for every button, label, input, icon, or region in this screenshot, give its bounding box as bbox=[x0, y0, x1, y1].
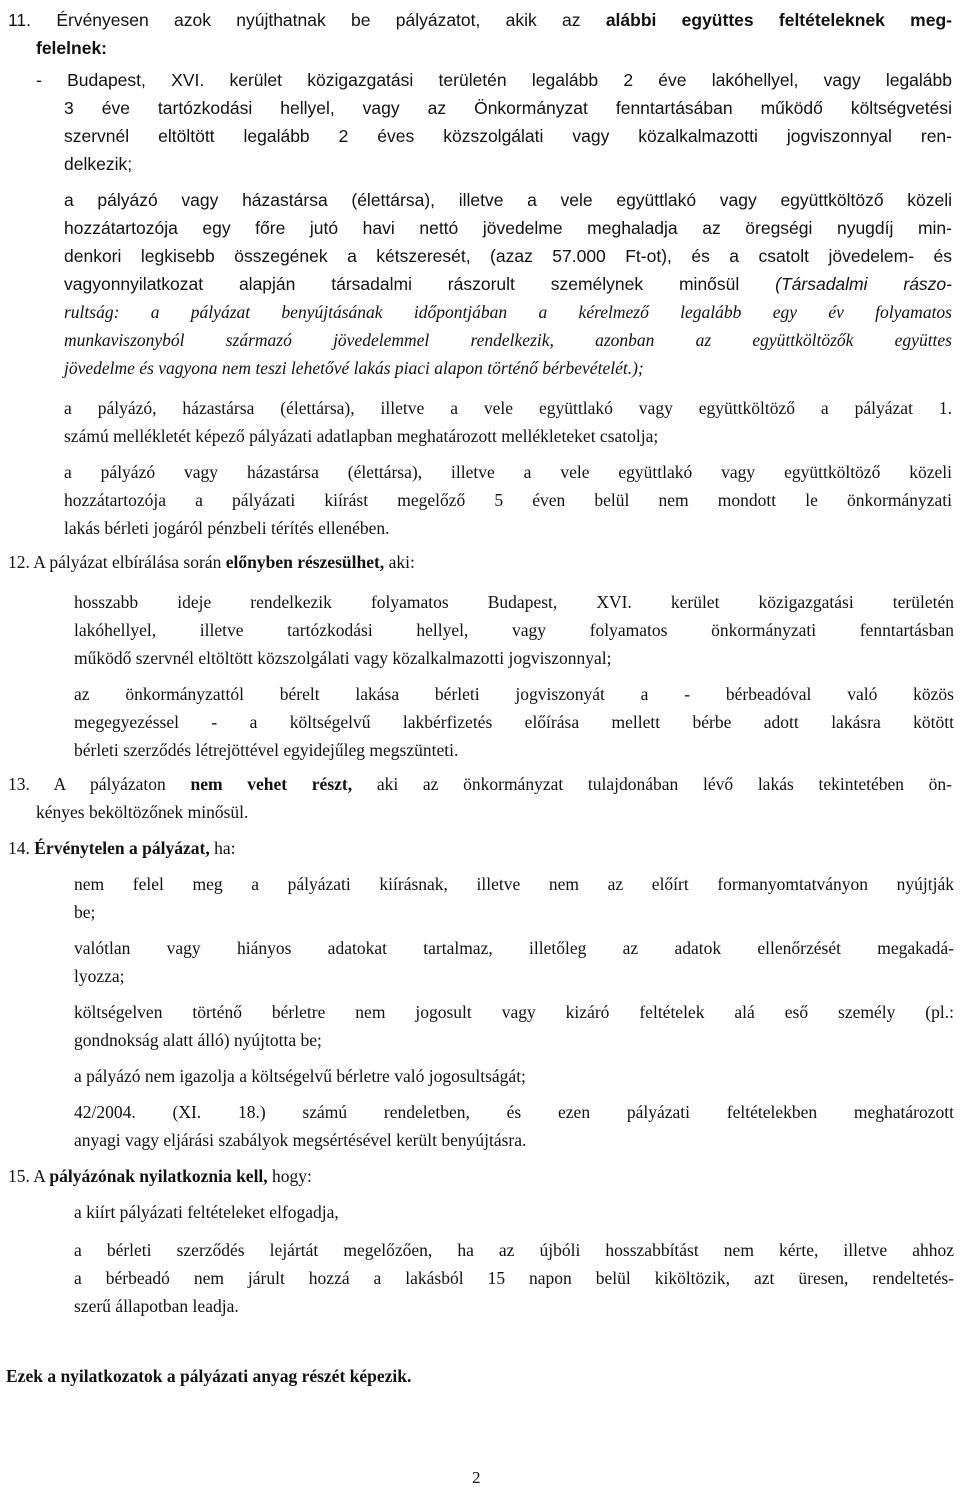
paragraph-italic: (Társadalmi rászo- bbox=[775, 274, 952, 294]
section-number: 15. bbox=[8, 1166, 30, 1186]
paragraph-line: hozzátartozója a pályázati kiírást megelőző 5 éven belül nem mondott le önkormányzati bbox=[64, 490, 952, 510]
paragraph-line: a pályázó vagy házastársa (élettársa), illetve a vele együttlakó vagy együttköltöző közeli bbox=[64, 190, 952, 210]
paragraph-line bbox=[64, 272, 952, 296]
paragraph-line: - Budapest, XVI. kerület közigazgatási területén legalább 2 éve lakóhellyel, vagy legalább bbox=[36, 70, 952, 90]
section-number: 12. bbox=[8, 552, 30, 572]
section-15-heading bbox=[8, 1164, 312, 1188]
section-intro: A pályázaton bbox=[53, 774, 166, 794]
section-14-heading bbox=[8, 836, 235, 860]
section-number: 14. bbox=[8, 838, 30, 858]
section-intro: aki az önkormányzat tulajdonában lévő lakás tekintetében ön- bbox=[376, 774, 953, 794]
paragraph-line: költségelven történő bérletre nem jogosult vagy kizáró feltételek alá eső személy (pl.: bbox=[74, 1002, 954, 1022]
paragraph-line: a kiírt pályázati feltételeket elfogadja, bbox=[74, 1202, 339, 1222]
paragraph-line: denkori legkisebb összegének a kétszeresét, (azaz 57.000 Ft-ot), és a csatolt jövedelem- és bbox=[64, 246, 952, 266]
paragraph-line: bérleti szerződés létrejöttével egyidejűleg megszünteti. bbox=[74, 740, 459, 760]
section-intro-bold: nem vehet részt, bbox=[190, 774, 353, 794]
paragraph-line: megegyezéssel - a költségelvű lakbérfizetés előírása mellett bérbe adott lakásra kötött bbox=[74, 712, 954, 732]
paragraph-line: a pályázó nem igazolja a költségelvű bérletre való jogosultságát; bbox=[74, 1066, 526, 1086]
section-number: 13. bbox=[8, 774, 30, 794]
paragraph-line: a pályázó, házastársa (élettársa), illetve a vele együttlakó vagy együttköltöző a pályázat 1. bbox=[64, 398, 952, 418]
section-12-heading bbox=[8, 550, 415, 574]
paragraph-line: az önkormányzattól bérelt lakása bérleti jogviszonyát a - bérbeadóval való közös bbox=[74, 684, 954, 704]
section-intro-bold: Érvénytelen a pályázat, bbox=[34, 838, 210, 858]
section-intro: aki: bbox=[388, 552, 415, 572]
paragraph-line: valótlan vagy hiányos adatokat tartalmaz, illetőleg az adatok ellenőrzését megakadá- bbox=[74, 938, 954, 958]
section-11-heading bbox=[8, 8, 952, 32]
paragraph-line: a bérbeadó nem járult hozzá a lakásból 15 napon belül kiköltözik, azt üresen, rendeltetés- bbox=[74, 1268, 954, 1288]
paragraph-line: delkezik; bbox=[64, 154, 133, 174]
section-intro-bold: előnyben részesülhet, bbox=[225, 552, 385, 572]
paragraph-line: hosszabb ideje rendelkezik folyamatos Budapest, XVI. kerület közigazgatási területén bbox=[74, 592, 954, 612]
paragraph-line-italic: rultság: a pályázat benyújtásának időpontjában a kérelmező legalább egy év folyamatos bbox=[64, 302, 952, 322]
paragraph-line: gondnokság alatt álló) nyújtotta be; bbox=[74, 1030, 322, 1050]
section-intro-bold: pályázónak nyilatkoznia kell, bbox=[49, 1166, 268, 1186]
paragraph-line: lakás bérleti jogáról pénzbeli térítés ellenében. bbox=[64, 518, 390, 538]
paragraph-line: a bérleti szerződés lejártát megelőzően, ha az újbóli hosszabbítást nem kérte, illetve ahhoz bbox=[74, 1240, 954, 1260]
section-intro-bold: alábbi együttes feltételeknek meg- bbox=[605, 10, 952, 30]
paragraph-line: szervnél eltöltött legalább 2 éves közszolgálati vagy közalkalmazotti jogviszonnyal ren- bbox=[64, 126, 952, 146]
paragraph-line: szerű állapotban leadja. bbox=[74, 1296, 239, 1316]
section-11-heading-cont: felelnek: bbox=[36, 38, 107, 58]
paragraph-line-italic: jövedelme és vagyona nem teszi lehetővé lakás piaci alapon történő bérbevételét.); bbox=[64, 358, 644, 378]
paragraph-text: vagyonnyilatkozat alapján társadalmi rászorult személynek minősül bbox=[64, 274, 740, 294]
paragraph-line: anyagi vagy eljárási szabályok megsértésével került benyújtásra. bbox=[74, 1130, 527, 1150]
paragraph-line: nem felel meg a pályázati kiírásnak, illetve nem az előírt formanyomtatványon nyújtják bbox=[74, 874, 954, 894]
paragraph-line: a pályázó vagy házastársa (élettársa), illetve a vele együttlakó vagy együttköltöző közeli bbox=[64, 462, 952, 482]
section-intro: hogy: bbox=[272, 1166, 312, 1186]
section-intro: Érvényesen azok nyújthatnak be pályázatot, akik az bbox=[56, 10, 581, 30]
section-13-heading bbox=[8, 772, 952, 796]
section-number: 11. bbox=[8, 10, 32, 30]
section-13-heading-cont: kényes beköltözőnek minősül. bbox=[36, 802, 249, 822]
paragraph-line: hozzátartozója egy főre jutó havi nettó jövedelme meghaladja az öregségi nyugdíj min- bbox=[64, 218, 952, 238]
paragraph-line: lakóhellyel, illetve tartózkodási hellyel, vagy folyamatos önkormányzati fenntartásban bbox=[74, 620, 954, 640]
page-number: 2 bbox=[472, 1468, 481, 1487]
section-intro: A bbox=[33, 1166, 45, 1186]
paragraph-line: működő szervnél eltöltött közszolgálati vagy közalkalmazotti jogviszonnyal; bbox=[74, 648, 612, 668]
paragraph-line-italic: munkaviszonyból származó jövedelemmel rendelkezik, azonban az együttköltözők együttes bbox=[64, 330, 952, 350]
paragraph-line: 42/2004. (XI. 18.) számú rendeletben, és ezen pályázati feltételekben meghatározott bbox=[74, 1102, 954, 1122]
paragraph-line: 3 éve tartózkodási hellyel, vagy az Önkormányzat fenntartásában működő költségvetési bbox=[64, 98, 952, 118]
paragraph-line: lyozza; bbox=[74, 966, 125, 986]
section-intro: ha: bbox=[214, 838, 236, 858]
closing-statement: Ezek a nyilatkozatok a pályázati anyag részét képezik. bbox=[6, 1366, 412, 1386]
paragraph-line: be; bbox=[74, 902, 96, 922]
section-intro: A pályázat elbírálása során bbox=[33, 552, 222, 572]
paragraph-line: számú mellékletét képező pályázati adatlapban meghatározott mellékleteket csatolja; bbox=[64, 426, 659, 446]
